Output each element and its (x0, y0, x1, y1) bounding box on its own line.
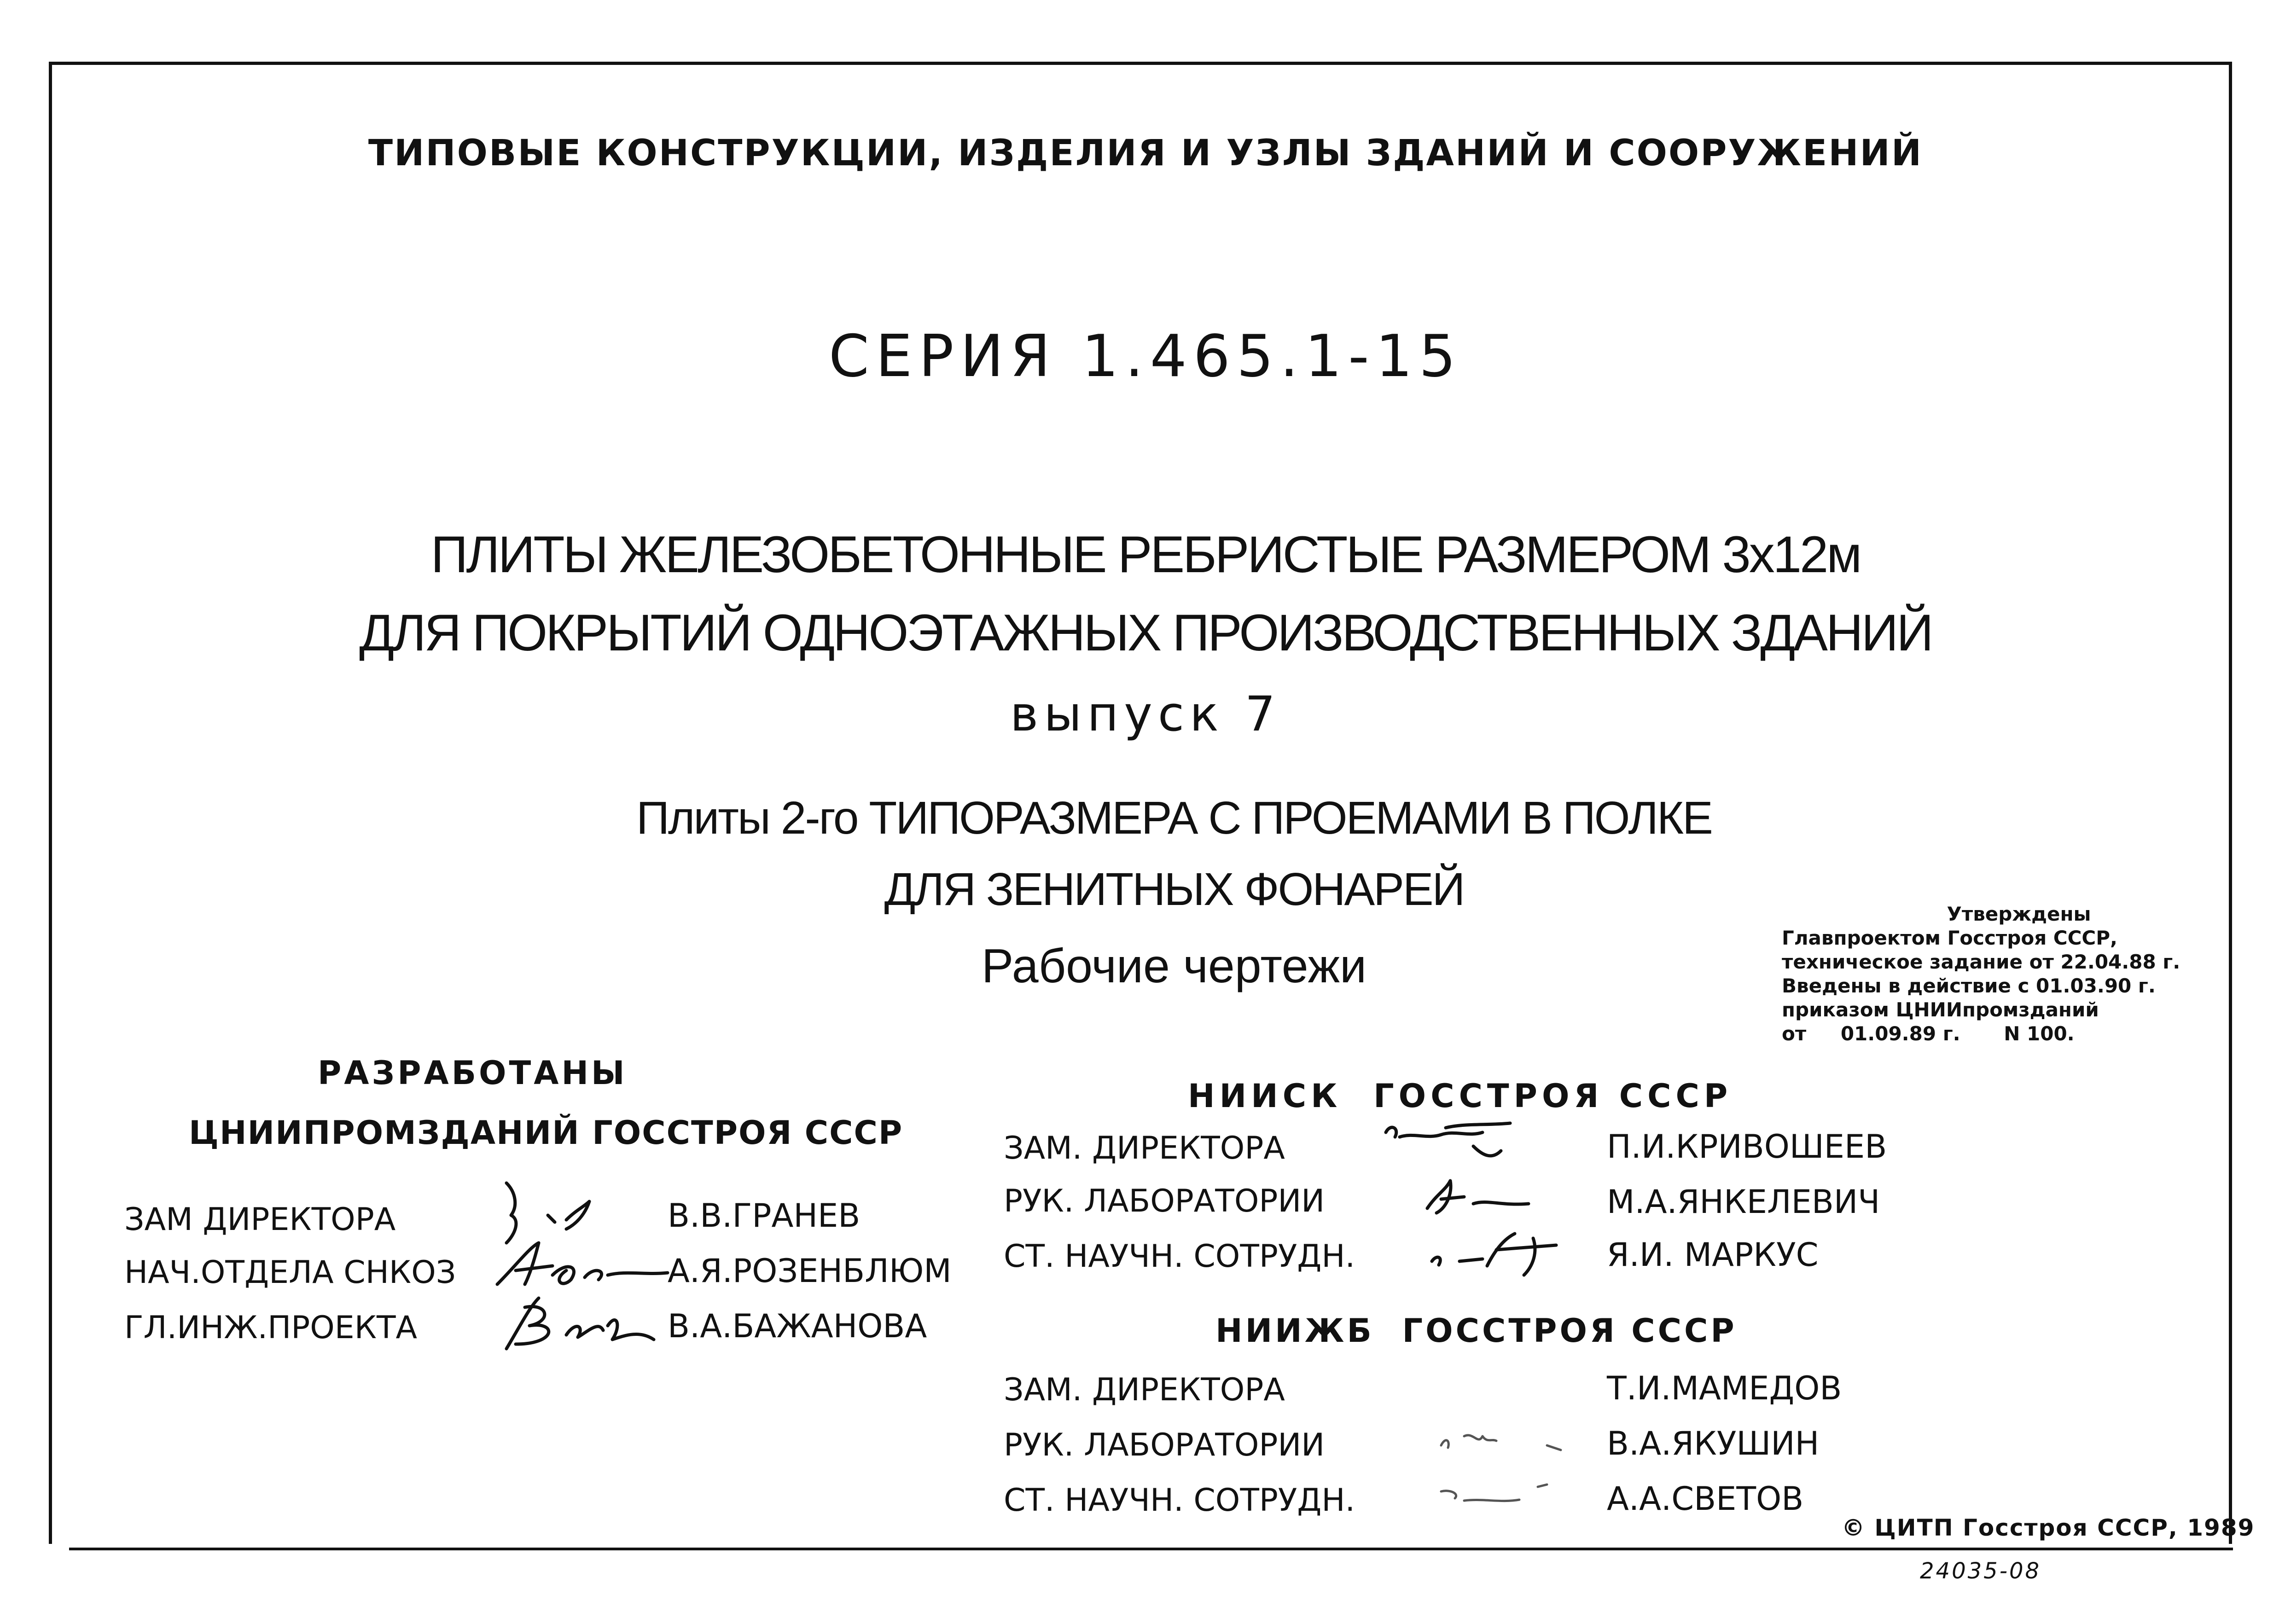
niisk-role-3: СТ. НАУЧН. СОТРУДН. (1004, 1238, 1355, 1275)
approval-line-4: Введены в действие с 01.03.90 г. (1782, 974, 2156, 997)
developed-org: ЦНИИПРОМЗДАНИЙ ГОССТРОЯ СССР (189, 1114, 903, 1152)
approval-order-date: 01.09.89 г. (1840, 1022, 1960, 1045)
issue-number: выпуск 7 (1010, 686, 1281, 742)
signature-svetov (1436, 1473, 1575, 1514)
niisk-name-1: П.И.КРИВОШЕЕВ (1607, 1128, 1887, 1166)
signature-yakushin (1436, 1418, 1575, 1459)
top-title: ТИПОВЫЕ КОНСТРУКЦИИ, ИЗДЕЛИЯ И УЗЛЫ ЗДАНИЙ И СООРУЖЕНИЙ (368, 133, 1923, 174)
approval-line-1: Утверждены (1947, 903, 2091, 925)
niizhb-role-2: РУК. ЛАБОРАТОРИИ (1004, 1427, 1325, 1463)
developed-role-3: ГЛ.ИНЖ.ПРОЕКТА (124, 1310, 418, 1346)
signature-rozenblyum (488, 1238, 672, 1293)
approval-order-number: N 100. (2004, 1022, 2075, 1045)
developed-role-2: НАЧ.ОТДЕЛА СНКОЗ (124, 1254, 456, 1291)
signature-yankelevich (1418, 1176, 1538, 1222)
approval-line-5: приказом ЦНИИпромзданий (1782, 998, 2099, 1021)
niisk-org: НИИСК ГОССТРОЯ СССР (1188, 1077, 1733, 1115)
document-code: 24035-08 (1920, 1558, 2041, 1584)
title-line-1: ПЛИТЫ ЖЕЛЕЗОБЕТОННЫЕ РЕБРИСТЫЕ РАЗМЕРОМ 3х12м (430, 526, 1861, 583)
niisk-name-3: Я.И. МАРКУС (1607, 1236, 1819, 1274)
signature-markus (1427, 1229, 1565, 1280)
subtitle-line-2: ДЛЯ ЗЕНИТНЫХ ФОНАРЕЙ (884, 864, 1464, 915)
developed-name-2: А.Я.РОЗЕНБЛЮМ (668, 1252, 952, 1290)
bottom-border-line (69, 1548, 2233, 1550)
approval-line-2: Главпроектом Госстроя СССР, (1782, 927, 2117, 949)
niizhb-role-1: ЗАМ. ДИРЕКТОРА (1004, 1372, 1285, 1408)
niizhb-name-1: Т.И.МАМЕДОВ (1607, 1369, 1842, 1407)
title-line-2: ДЛЯ ПОКРЫТИЙ ОДНОЭТАЖНЫХ ПРОИЗВОДСТВЕННЫХ ЗДАНИЙ (359, 604, 1932, 661)
approval-line-3: техническое задание от 22.04.88 г. (1782, 951, 2181, 973)
niizhb-org: НИИЖБ ГОССТРОЯ СССР (1215, 1312, 1737, 1350)
developed-name-1: В.В.ГРАНЕВ (668, 1197, 861, 1235)
approval-line-6 (1782, 1022, 2219, 1046)
document-type: Рабочие чертежи (981, 940, 1367, 993)
approval-note (1782, 902, 2219, 1046)
niizhb-name-3: А.А.СВЕТОВ (1607, 1480, 1804, 1518)
developed-heading: РАЗРАБОТАНЫ (318, 1054, 628, 1092)
subtitle-line-1: Плиты 2-го ТИПОРАЗМЕРА С ПРОЕМАМИ В ПОЛКЕ (636, 792, 1712, 844)
series-number: СЕРИЯ 1.465.1-15 (828, 322, 1463, 390)
copyright-stamp: © ЦИТП Госстроя СССР, 1989 (1842, 1514, 2255, 1541)
niizhb-name-2: В.А.ЯКУШИН (1607, 1425, 1820, 1462)
signature-krivosheev (1381, 1119, 1519, 1169)
signature-bazhanova (497, 1293, 663, 1358)
approval-from: от (1782, 1022, 1807, 1045)
developed-role-1: ЗАМ ДИРЕКТОРА (124, 1201, 396, 1238)
niisk-role-2: РУК. ЛАБОРАТОРИИ (1004, 1183, 1325, 1219)
niizhb-role-3: СТ. НАУЧН. СОТРУДН. (1004, 1482, 1355, 1519)
niisk-role-1: ЗАМ. ДИРЕКТОРА (1004, 1130, 1285, 1166)
niisk-name-2: М.А.ЯНКЕЛЕВИЧ (1607, 1183, 1880, 1221)
developed-name-3: В.А.БАЖАНОВА (668, 1307, 927, 1345)
